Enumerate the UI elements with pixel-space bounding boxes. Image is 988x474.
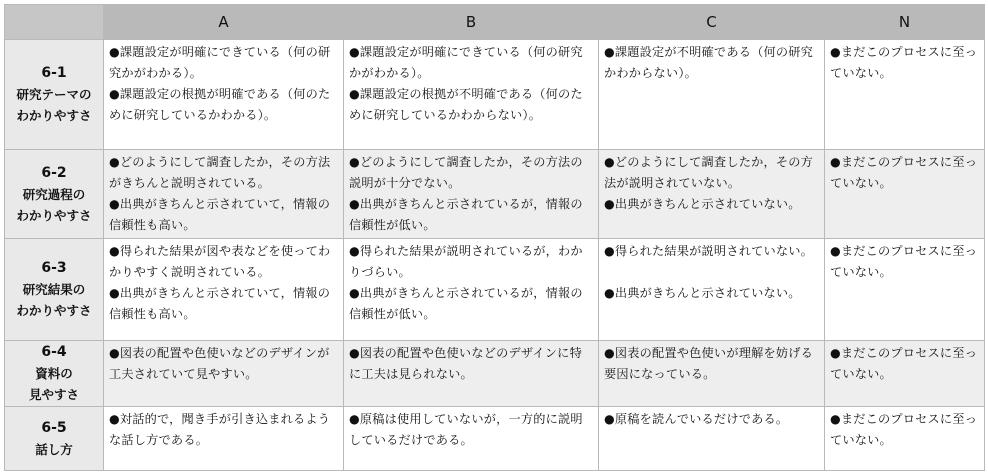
cell-text: ●出典がきちんと示されていて，情報の信頼性も高い。	[109, 197, 331, 232]
header-corner-cell	[5, 5, 104, 40]
cell-text: ●出典がきちんと示されていない。	[604, 286, 801, 300]
cell-grade-a	[104, 150, 344, 239]
cell-grade-c	[599, 341, 825, 407]
cell-grade-b	[344, 150, 599, 239]
rubric-body	[5, 40, 985, 471]
cell-text: ●出典がきちんと示されているが，情報の信頼性が低い。	[349, 197, 583, 232]
cell-grade-b	[344, 341, 599, 407]
cell-grade-n	[825, 341, 985, 407]
cell-grade-b	[344, 407, 599, 471]
cell-grade-a	[104, 341, 344, 407]
header-grade-c: C	[599, 5, 825, 40]
cell-grade-n	[825, 239, 985, 341]
cell-text: ●課題設定が明確にできている（何の研究かがわかる）。	[349, 45, 583, 80]
cell-grade-c	[599, 239, 825, 341]
cell-text: ●得られた結果が説明されていない。	[604, 244, 814, 258]
table-row	[5, 407, 985, 471]
cell-text: ●図表の配置や色使いなどのデザインに特に工夫は見られない。	[349, 346, 582, 381]
row-label: 研究過程の わかりやすさ	[16, 186, 92, 223]
row-number: 6-2	[41, 164, 67, 181]
header-grade-n: N	[825, 5, 985, 40]
header-grade-a: A	[104, 5, 344, 40]
header-grade-b: B	[344, 5, 599, 40]
cell-text: ●原稿は使用していないが，一方的に説明しているだけである。	[349, 412, 583, 447]
cell-text: ●出典がきちんと示されていて，情報の信頼性も高い。	[109, 286, 331, 321]
cell-text: ●まだこのプロセスに至っていない。	[830, 346, 978, 381]
cell-grade-n	[825, 407, 985, 471]
row-number: 6-5	[41, 419, 67, 436]
table-row	[5, 150, 985, 239]
rubric-header	[5, 5, 985, 40]
cell-text: ●どのようにして調査したか，その方法がきちんと説明されている。	[109, 155, 331, 190]
row-number: 6-3	[41, 260, 67, 276]
cell-text: ●得られた結果が説明されているが，わかりづらい。	[349, 244, 583, 279]
row-label: 話し方	[35, 441, 73, 457]
cell-text: ●図表の配置や色使いなどのデザインが工夫されていて見やすい。	[109, 346, 330, 381]
row-number: 6-1	[41, 65, 67, 81]
cell-grade-n	[825, 150, 985, 239]
row-label-cell	[5, 40, 104, 150]
table-row	[5, 341, 985, 407]
cell-text: ●得られた結果が図や表などを使ってわかりやすく説明されている。	[109, 244, 331, 279]
cell-grade-c	[599, 407, 825, 471]
cell-text: ●どのようにして調査したか，その方法の説明が十分でない。	[349, 155, 583, 190]
row-number: 6-4	[41, 344, 67, 360]
row-label-cell	[5, 341, 104, 407]
cell-text: ●課題設定の根拠が不明確である（何のために研究しているかわからない）。	[349, 87, 583, 122]
row-label: 研究テーマの わかりやすさ	[16, 87, 92, 123]
table-row	[5, 239, 985, 341]
cell-text: ●どのようにして調査したか，その方法が説明されていない。	[604, 155, 814, 190]
row-label: 研究結果の わかりやすさ	[16, 282, 92, 318]
cell-blank-line	[604, 262, 819, 283]
cell-grade-a	[104, 407, 344, 471]
cell-grade-b	[344, 40, 599, 150]
cell-text: ●原稿を読んでいるだけである。	[604, 412, 789, 426]
row-label-cell	[5, 407, 104, 471]
cell-grade-a	[104, 40, 344, 150]
cell-grade-b	[344, 239, 599, 341]
cell-text: ●対話的で，聞き手が引き込まれるような話し方である。	[109, 412, 331, 447]
cell-grade-n	[825, 40, 985, 150]
evaluation-rubric-table	[4, 4, 985, 471]
cell-text: ●まだこのプロセスに至っていない。	[830, 244, 978, 279]
cell-text: ●出典がきちんと示されているが，情報の信頼性が低い。	[349, 286, 583, 321]
table-row	[5, 40, 985, 150]
cell-text: ●課題設定の根拠が明確である（何のために研究しているかわかる）。	[109, 87, 331, 122]
cell-text: ●課題設定が不明確である（何の研究かわからない）。	[604, 45, 814, 80]
row-label-cell	[5, 239, 104, 341]
row-label: 資料の 見やすさ	[28, 366, 79, 402]
cell-text: ●まだこのプロセスに至っていない。	[830, 155, 978, 190]
cell-text: ●まだこのプロセスに至っていない。	[830, 45, 978, 80]
cell-grade-c	[599, 40, 825, 150]
cell-text: ●出典がきちんと示されていない。	[604, 197, 801, 211]
cell-grade-a	[104, 239, 344, 341]
cell-text: ●図表の配置や色使いが理解を妨げる要因になっている。	[604, 346, 814, 381]
row-label-cell	[5, 150, 104, 239]
cell-text: ●まだこのプロセスに至っていない。	[830, 412, 978, 447]
cell-grade-c	[599, 150, 825, 239]
cell-text: ●課題設定が明確にできている（何の研究かがわかる）。	[109, 45, 331, 80]
